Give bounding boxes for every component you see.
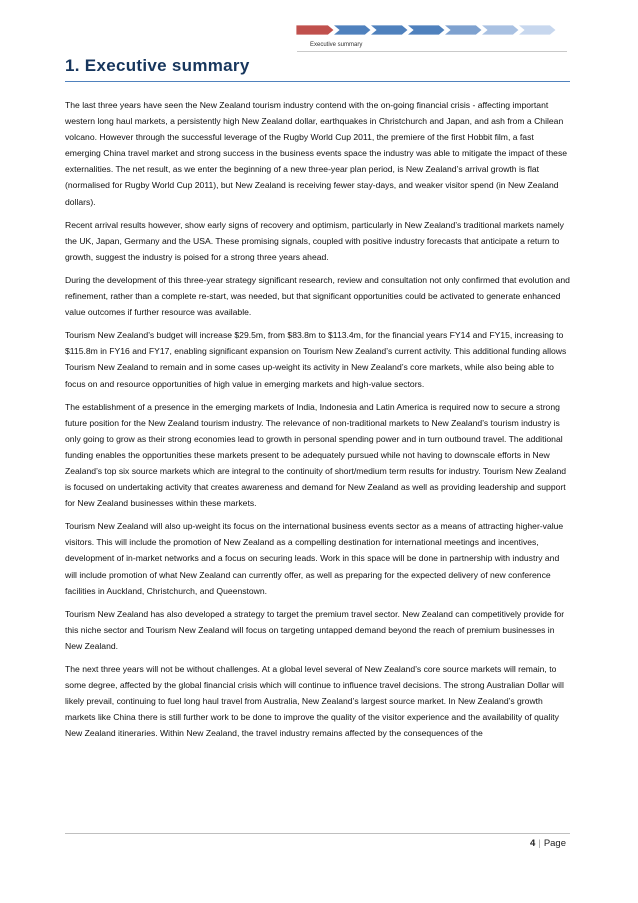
footer-divider [65,833,570,834]
header-chevron [444,25,482,35]
header-chevron [481,25,519,35]
paragraph: Tourism New Zealand’s budget will increase $29.5m, from $83.8m to $113.4m, for the financial years FY14 and FY15, increasing to $115.8m in FY16 and FY17, enabling significant expansion on Tourism New Zealand’s current activity. This additional funding allows Tourism New Zealand to remain and in some cases up-weight its activity in New Zealand’s core markets, while also being able to focus on and resource opportunities of high value in emerging markets and high-value sectors. [65,330,567,389]
header-chevron [333,25,371,35]
header-divider [297,51,567,52]
title-underline [65,81,570,82]
page-number: 4 [530,838,536,849]
header-chevron [407,25,445,35]
footer-separator: | [538,838,541,849]
header-chevron [370,25,408,35]
section-title: 1. Executive summary [65,56,250,75]
paragraph: During the development of this three-year strategy significant research, review and consultation not only confirmed that evolution and refinement, rather than a complete re-start, was needed, but that significant opportunities could be activated to generate enhanced value outcomes if further resource was available. [65,274,570,318]
page-label: Page [543,838,566,849]
header-chevron-graphic [296,22,564,38]
running-header-section-label: Executive summary [310,42,363,48]
paragraph: The last three years have seen the New Zealand tourism industry contend with the on-going financial crisis - affecting important western long haul markets, a persistently high New Zealand dollar, earthquakes in Christchurch and Japan, and ash from a Chilean volcano. However through the successful leverage of the Rugby World Cup 2011, the premiere of the first Hobbit film, a fast emerging China travel market and strong success in the business events space the industry was able to mitigate the impact of these externalities. The net result, as we enter the beginning of a new three-year plan period, is New Zealand’s arrival growth is flat (normalised for Rugby World Cup 2011), but New Zealand is receiving fewer stay-days, and weaker visitor spend (in New Zealand dollars). [65,100,568,207]
paragraph: Recent arrival results however, show early signs of recovery and optimism, particularly in New Zealand’s traditional markets namely the UK, Japan, Germany and the USA. These promising signals, coupled with positive industry forecasts that anticipate a return to growth, suggest the industry is poised for a strong three years ahead. [65,219,564,262]
paragraph: The establishment of a presence in the emerging markets of India, Indonesia and Latin America is required now to secure a strong future position for the New Zealand tourism industry. The relevance of non-traditional markets to New Zealand’s tourism industry is only going to grow as their strong economies lead to growth in personal spending power and in turn outbound travel. The additional funding enables the opportunities these markets present to be adequately pursued while not having to downscale efforts in New Zealand’s top six source markets which are integral to the continuity of short/medium term results for industry. Tourism New Zealand is focused on undertaking activity that creates awareness and demand for New Zealand as well as providing leadership and support for New Zealand businesses within these markets. [65,401,567,509]
header-chevron [296,25,334,35]
page-footer [530,838,566,849]
body-text [65,97,571,748]
chevron-strip [296,22,564,38]
header-chevron [518,25,556,35]
paragraph: Tourism New Zealand has also developed a strategy to target the premium travel sector. New Zealand can competitively provide for this niche sector and Tourism New Zealand will focus on targeting untapped demand beyond the reach of premium businesses in New Zealand. [65,608,565,651]
paragraph: The next three years will not be without challenges. At a global level several of New Zealand’s core source markets will remain, to some degree, affected by the global financial crisis which will continue to influence travel decisions. The strong Australian Dollar will likely prevail, continuing to fuel long haul travel from Australia, New Zealand’s largest source market. In New Zealand’s growth markets like China there is still further work to be done to improve the quality of the visitor experience and the availability of quality New Zealand itineraries. Within New Zealand, the travel industry remains affected by the consequences of the [65,664,564,739]
paragraph: Tourism New Zealand will also up-weight its focus on the international business events sector as a means of attracting higher-value visitors. This will include the promotion of New Zealand as a compelling destination for international meetings and incentives, development of in-market networks and a focus on securing leads. Work in this space will be done in partnership with industry and will include promotion of what New Zealand can currently offer, as well as preparing for the expected delivery of new conference facilities in Auckland, Christchurch, and Queenstown. [65,521,564,596]
